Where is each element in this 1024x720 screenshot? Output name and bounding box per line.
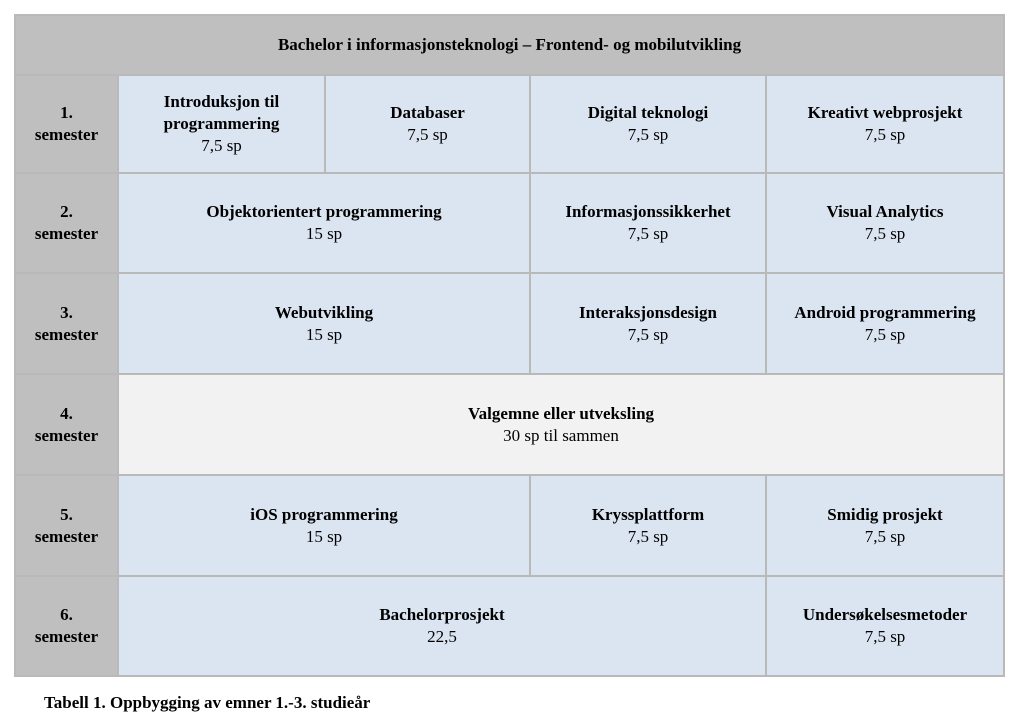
course-cell bbox=[766, 173, 1004, 273]
course-points: 7,5 sp bbox=[864, 526, 906, 546]
course-points: 7,5 sp bbox=[864, 324, 906, 344]
course-points: 7,5 sp bbox=[627, 526, 669, 546]
course-points: 7,5 sp bbox=[627, 125, 669, 144]
course-name: Interaksjonsdesign bbox=[579, 302, 717, 322]
course-name: Introduksjon til programmering bbox=[163, 92, 280, 133]
course-name: Informasjonssikkerhet bbox=[565, 202, 731, 221]
course-name: Objektorientert programmering bbox=[206, 202, 442, 221]
course-name: iOS programmering bbox=[250, 504, 398, 524]
course-cell bbox=[766, 475, 1004, 576]
semester-label: 1. semester bbox=[15, 75, 118, 173]
table-row bbox=[15, 475, 1004, 576]
course-points: 7,5 sp bbox=[407, 125, 448, 144]
course-cell bbox=[325, 75, 530, 173]
course-name: Kreativt webprosjekt bbox=[807, 103, 963, 122]
semester-label: 5. semester bbox=[15, 475, 118, 576]
course-points: 7,5 sp bbox=[864, 125, 906, 144]
course-cell bbox=[118, 273, 530, 374]
table-caption: Tabell 1. Oppbygging av emner 1.-3. studieår bbox=[44, 693, 371, 712]
course-cell bbox=[766, 576, 1004, 676]
course-name: Smidig prosjekt bbox=[827, 504, 943, 524]
course-cell bbox=[118, 173, 530, 273]
course-cell bbox=[118, 475, 530, 576]
course-points: 7,5 sp bbox=[864, 224, 906, 243]
course-points: 15 sp bbox=[305, 224, 343, 243]
elective-cell bbox=[118, 374, 1004, 475]
course-points: 22,5 bbox=[427, 627, 457, 646]
course-cell bbox=[766, 273, 1004, 374]
table-row bbox=[15, 576, 1004, 676]
course-name: Android programmering bbox=[794, 302, 976, 322]
course-points: 15 sp bbox=[305, 526, 343, 546]
table-row bbox=[15, 273, 1004, 374]
course-cell bbox=[530, 75, 766, 173]
course-name: Databaser bbox=[390, 103, 465, 122]
study-plan-table bbox=[14, 14, 1005, 677]
course-name: Bachelorprosjekt bbox=[379, 605, 505, 624]
semester-label: 2. semester bbox=[15, 173, 118, 273]
course-cell bbox=[530, 173, 766, 273]
semester-label: 6. semester bbox=[15, 576, 118, 676]
course-points: 7,5 sp bbox=[627, 224, 669, 243]
course-name: Kryssplattform bbox=[591, 504, 705, 524]
course-points: 30 sp til sammen bbox=[503, 425, 619, 445]
course-name: Digital teknologi bbox=[587, 103, 709, 122]
course-points: 7,5 sp bbox=[864, 627, 906, 646]
course-name: Valgemne eller utveksling bbox=[467, 403, 655, 423]
course-points: 7,5 sp bbox=[627, 324, 669, 344]
table-title: Bachelor i informasjonsteknologi – Frontend- og mobilutvikling bbox=[15, 15, 1004, 75]
table-row bbox=[15, 173, 1004, 273]
course-cell bbox=[766, 75, 1004, 173]
course-name: Visual Analytics bbox=[826, 202, 944, 221]
semester-label: 4. semester bbox=[15, 374, 118, 475]
course-name: Webutvikling bbox=[274, 302, 374, 322]
course-cell bbox=[118, 576, 766, 676]
course-points: 15 sp bbox=[305, 324, 343, 344]
table-row bbox=[15, 374, 1004, 475]
course-name: Undersøkelsesmetoder bbox=[802, 605, 968, 624]
semester-label: 3. semester bbox=[15, 273, 118, 374]
table-row bbox=[15, 75, 1004, 173]
course-cell bbox=[530, 273, 766, 374]
course-points: 7,5 sp bbox=[201, 136, 242, 155]
course-cell bbox=[530, 475, 766, 576]
course-cell bbox=[118, 75, 325, 173]
